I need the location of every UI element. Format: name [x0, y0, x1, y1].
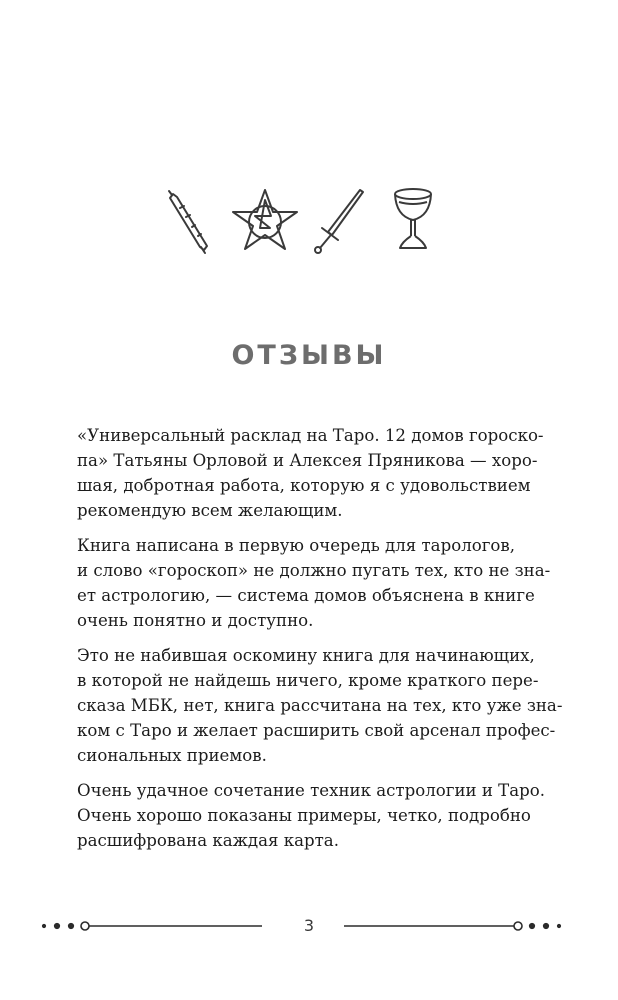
text-line: па» Татьяны Орловой и Алексея Пряникова — хоро- [77, 451, 538, 470]
paragraph [77, 643, 563, 768]
text-line: ет астрологию, — система домов объяснена в книге [77, 586, 535, 605]
page-footer [0, 915, 618, 937]
text-line: шая, добротная работа, которую я с удовольствием [77, 476, 531, 495]
page-title: ОТЗЫВЫ [231, 340, 387, 371]
page-number: 3 [303, 916, 315, 935]
text-line: сиональных приемов. [77, 746, 267, 765]
text-line: Это не набившая оскомину книга для начинающих, [77, 646, 535, 665]
review-text [77, 423, 563, 863]
text-line: очень понятно и доступно. [77, 611, 314, 630]
paragraph [77, 533, 551, 633]
tarot-suits-row [0, 186, 618, 256]
wand-icon [160, 186, 218, 256]
text-line: Очень удачное сочетание техник астрологии и Таро. [77, 781, 546, 800]
text-line: Книга написана в первую очередь для тарологов, [77, 536, 516, 555]
text-line: ком с Таро и желает расширить свой арсенал профес- [77, 721, 556, 740]
sword-icon [310, 186, 366, 256]
text-line: рекомендую всем желающим. [77, 501, 343, 520]
cup-icon [390, 186, 436, 252]
text-line: и слово «гороскоп» не должно пугать тех, кто не зна- [77, 561, 551, 580]
pentacle-icon [231, 186, 299, 254]
text-line: расшифрована каждая карта. [77, 831, 339, 850]
text-line: в которой не найдешь ничего, кроме краткого пере- [77, 671, 539, 690]
text-line: сказа МБК, нет, книга рассчитана на тех, кто уже зна- [77, 696, 563, 715]
text-line: «Универсальный расклад на Таро. 12 домов гороско- [77, 426, 544, 445]
paragraph [77, 778, 547, 853]
text-line: Очень хорошо показаны примеры, четко, подробно [77, 806, 531, 825]
paragraph [77, 423, 547, 523]
